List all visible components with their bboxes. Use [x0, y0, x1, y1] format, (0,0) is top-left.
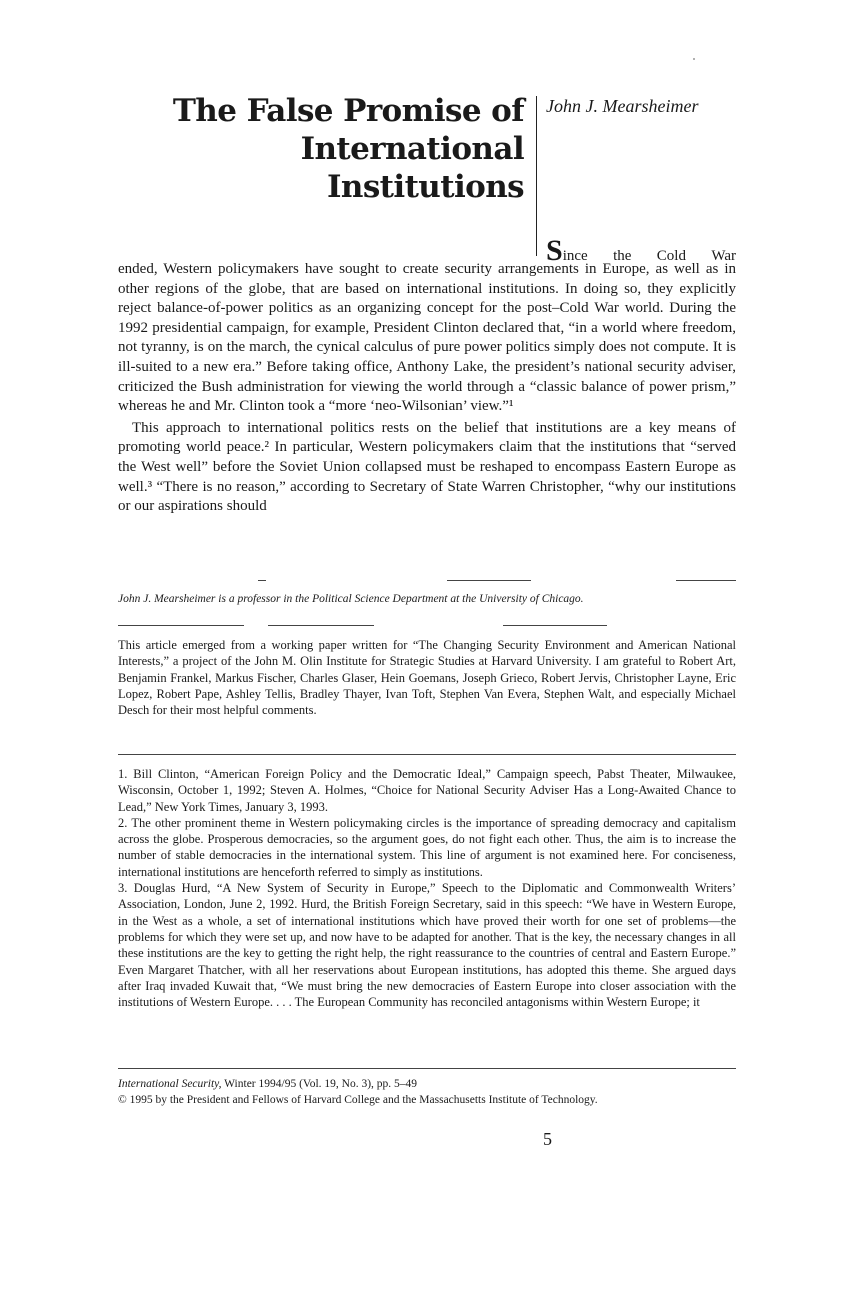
- article-title: [150, 92, 524, 206]
- page-number: 5: [543, 1129, 552, 1149]
- title-line-3: Institutions: [326, 169, 524, 205]
- opening-word-2: the: [613, 248, 632, 264]
- drop-cap: S: [546, 234, 563, 267]
- title-line-2: International: [300, 131, 524, 167]
- journal-issue: Winter 1994/95 (Vol. 19, No. 3), pp. 5–49: [224, 1078, 418, 1090]
- title-line-1: The False Promise of: [172, 93, 524, 129]
- rule-fragment: [118, 625, 244, 626]
- paragraph-2: This approach to international politics rests on the belief that institutions are a key means of promoting world peace.² In particular, Western policymakers claim that the institutions that “served the West well” before the Soviet Union collapsed must be reshaped to encompass Eastern Europe as well.³ “There is no reason,” according to Secretary of State Warren Christopher, “why our institutions or our aspirations should: [118, 419, 736, 515]
- acknowledgment-note: This article emerged from a working paper written for “The Changing Security Environment and American National Interests,” a project of the John M. Olin Institute for Strategic Studies at Harvard University. I am grateful to Robert Art, Benjamin Frankel, Markus Fischer, Charles Glaser, Hein Goemans, Joseph Grieco, Robert Jervis, Christopher Layne, Eric Lopez, Robert Pape, Ashley Tellis, Bradley Thayer, Ivan Toft, Stephen Van Evera, Stephen Walt, and especially Michael Desch for their most helpful comments.: [118, 638, 736, 718]
- source-rule: [118, 1068, 736, 1069]
- body-text: [118, 260, 736, 517]
- author-name: John J. Mearsheimer: [546, 96, 699, 116]
- footnotes: [118, 766, 736, 1010]
- author-affiliation: John J. Mearsheimer is a professor in the Political Science Department at the University of Chicago.: [118, 593, 584, 605]
- paragraph-1: ended, Western policymakers have sought to create security arrangements in Europe, as well as in other regions of the globe, that are based on international institutions. In doing so, they explicitly reject balance-of-power politics as an organizing concept for the post–Cold War world. During the 1992 presidential campaign, for example, President Clinton declared that, “in a world where freedom, not tyranny, is on the march, the cynical calculus of pure power politics simply does not compute. It is ill-suited to a new era.” Before taking office, Anthony Lake, the president’s national security adviser, criticized the Bush administration for viewing the world through a “classic balance of power prism,” whereas he and Mr. Clinton took a “more ‘neo-Wilsonian’ view.”¹: [118, 261, 736, 415]
- footnote-rule: [118, 754, 736, 755]
- footnote-2: 2. The other prominent theme in Western policymaking circles is the importance of spreading democracy and capitalism across the globe. Prosperous democracies, so the argument goes, do not fight each other. Thus, the aim is to increase the number of stable democracies in the international system. This line of argument is not examined here. For conciseness, international institutions are henceforth referred to simply as institutions.: [118, 815, 736, 879]
- title-divider: [536, 96, 537, 256]
- copyright: © 1995 by the President and Fellows of Harvard College and the Massachusetts Institute of Technology.: [118, 1093, 598, 1106]
- footnote-1: 1. Bill Clinton, “American Foreign Policy and the Democratic Ideal,” Campaign speech, Pabst Theater, Milwaukee, Wisconsin, October 1, 1992; Steven A. Holmes, “Choice for National Security Adviser Has a Long-Awaited Chance to Lead,” New York Times, January 3, 1993.: [118, 767, 736, 814]
- rule-fragment: [268, 625, 374, 626]
- rule-fragment: [503, 625, 607, 626]
- rule-fragment: [676, 580, 736, 581]
- opening-word-3: Cold: [656, 248, 686, 264]
- rule-fragment: [258, 580, 266, 581]
- opening-word-4: War: [711, 248, 736, 264]
- footnote-3: 3. Douglas Hurd, “A New System of Security in Europe,” Speech to the Diplomatic and Commonwealth Writers’ Association, London, June 2, 1992. Hurd, the British Foreign Secretary, said in this speech: “We have in Western Europe, in the West as a whole, a set of international institutions which have proved their worth for one set of problems—the problems for which they were set up, and now have to be adapted for another. That is the key, the necessary changes in all these institutions are the key to getting the right help, the right reassurance to the countries of central and Eastern Europe.” Even Margaret Thatcher, with all her reservations about European institutions, has adopted this theme. She argued days after Iraq invaded Kuwait that, “We must bring the new democracies of Eastern Europe into closer association with the institutions of Western Europe. . . . The European Community has reconciled antagonisms within Western Europe; it: [118, 881, 736, 1010]
- opening-word: ince: [562, 248, 588, 264]
- journal-name: International Security,: [118, 1078, 222, 1090]
- source-line: [118, 1077, 598, 1108]
- stray-mark: [693, 58, 695, 60]
- rule-fragment: [447, 580, 531, 581]
